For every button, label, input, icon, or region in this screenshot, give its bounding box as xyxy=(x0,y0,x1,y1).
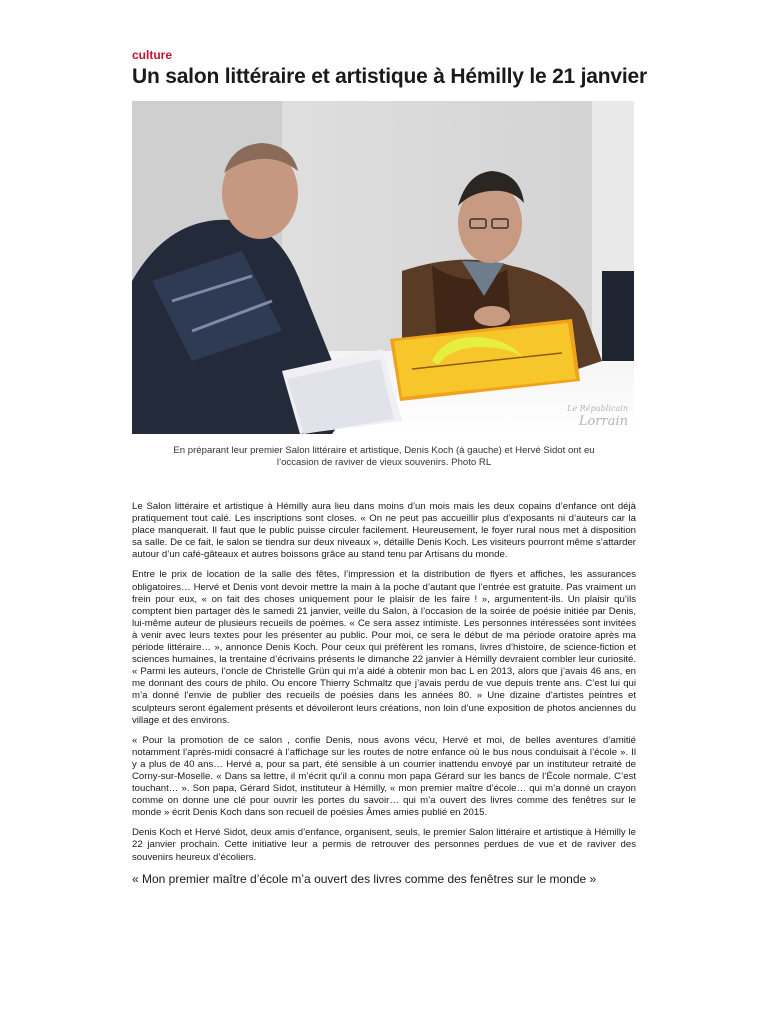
watermark-line1: Le Républicain xyxy=(567,404,628,413)
paragraph: Denis Koch et Hervé Sidot, deux amis d’enfance, organisent, seuls, le premier Salon littéraire et artistique à Hémilly le 22 janvier prochain. Cette initiative leur a permis de retrouver des personnes perdues de vue et de raviver des souvenirs heureux d’écoliers. xyxy=(132,827,636,863)
paragraph: « Pour la promotion de ce salon , confie Denis, nous avons vécu, Hervé et moi, de belles aventures d’amitié notamment l’après-midi consacré à l’affichage sur les routes de notre enfance où le bus nous conduisait à l’école ». Il y a plus de 40 ans… Hervé a, pour sa part, été sensible à un courrier inattendu envoyé par un instituteur retraité de Corny-sur-Moselle. « Dans sa lettre, il m’écrit qu’il a connu mon papa Gérard sur les bancs de l’École normale. C’est touchant… ». Son papa, Gérard Sidot, instituteur à Hémilly, « mon premier maître d’école… qui m’a donné un crayon comme on donne une clé pour ouvrir les portes du savoir… qui m’a ouvert des livres comme des fenêtres sur le monde » écrit Denis Koch dans son recueil de poésies Âmes amies publié en 2015. xyxy=(132,734,636,819)
photo-caption: En préparant leur premier Salon littéraire et artistique, Denis Koch (à gauche) et Hervé Sidot ont eu l’occasion de raviver de vieux souvenirs. Photo RL xyxy=(173,445,595,468)
photo-illustration xyxy=(132,101,634,434)
article-body xyxy=(132,501,636,887)
pullquote: « Mon premier maître d’école m’a ouvert des livres comme des fenêtres sur le monde » xyxy=(132,871,597,886)
article xyxy=(132,48,647,887)
photo-watermark xyxy=(567,402,628,428)
article-photo xyxy=(132,101,634,434)
paragraph: Le Salon littéraire et artistique à Hémilly aura lieu dans moins d’un mois mais les deux copains d’enfance ont déjà pratiquement tout calé. Les inscriptions sont closes. « On ne peut pas accueillir plus d’exposants ni d’auteurs car la place manquerait. Il faut que le public puisse circuler facilement. Heureusement, le foyer rural nous met à disposition sa salle. De ce fait, le salon se tiendra sur deux niveaux », détaille Denis Koch. Les visiteurs pourront même s’attarder autour d’un café-gâteaux et autres boissons grâce au stand tenu par Artisans du monde. xyxy=(132,501,636,561)
paragraph: Entre le prix de location de la salle des fêtes, l’impression et la distribution de flyers et affiches, les assurances obligatoires… Hervé et Denis vont devoir mettre la main à la poche d’autant que l’entrée est gratuite. Pas vraiment un frein pour eux, « on fait des choses uniquement pour le plaisir de les faire ! », argumentent-ils. Un plaisir qu’ils comptent bien partager dès le samedi 21 janvier, veille du Salon, à l’occasion de la soirée de poésie initiée par Denis, lui-même auteur de plusieurs recueils de poèmes. « Ce sera assez intimiste. Les personnes intéressées sont invitées à venir avec leurs textes pour les présenter au public. Pour moi, ce sera le début de ma période oratoire après ma période littéraire… », annonce Denis Koch. Pour ceux qui préfèrent les romans, livres d’histoire, de science-fiction et sciences humaines, la trentaine d’écrivains présents le dimanche 22 janvier à Hémilly devraient combler leur curiosité. « Parmi les auteurs, l’oncle de Christelle Grün qui m’a aidé à obtenir mon bac L en 2013, alors que j’avais 46 ans, en me donnant des cours de philo. Ou encore Thierry Schmaltz que j’avais perdu de vue depuis trente ans. C’est lui qui m’a donné l’envie de publier des recueils de poésies dans les années 80. » Une dizaine d’artistes peintres et sculpteurs seront également présents et dévoileront leurs créations, non loin d’une exposition de photos anciennes du village et des environs. xyxy=(132,569,636,726)
rubric-label: culture xyxy=(132,48,173,62)
article-headline: Un salon littéraire et artistique à Hémilly le 21 janvier xyxy=(132,65,647,88)
watermark-line2: Lorrain xyxy=(578,414,628,429)
